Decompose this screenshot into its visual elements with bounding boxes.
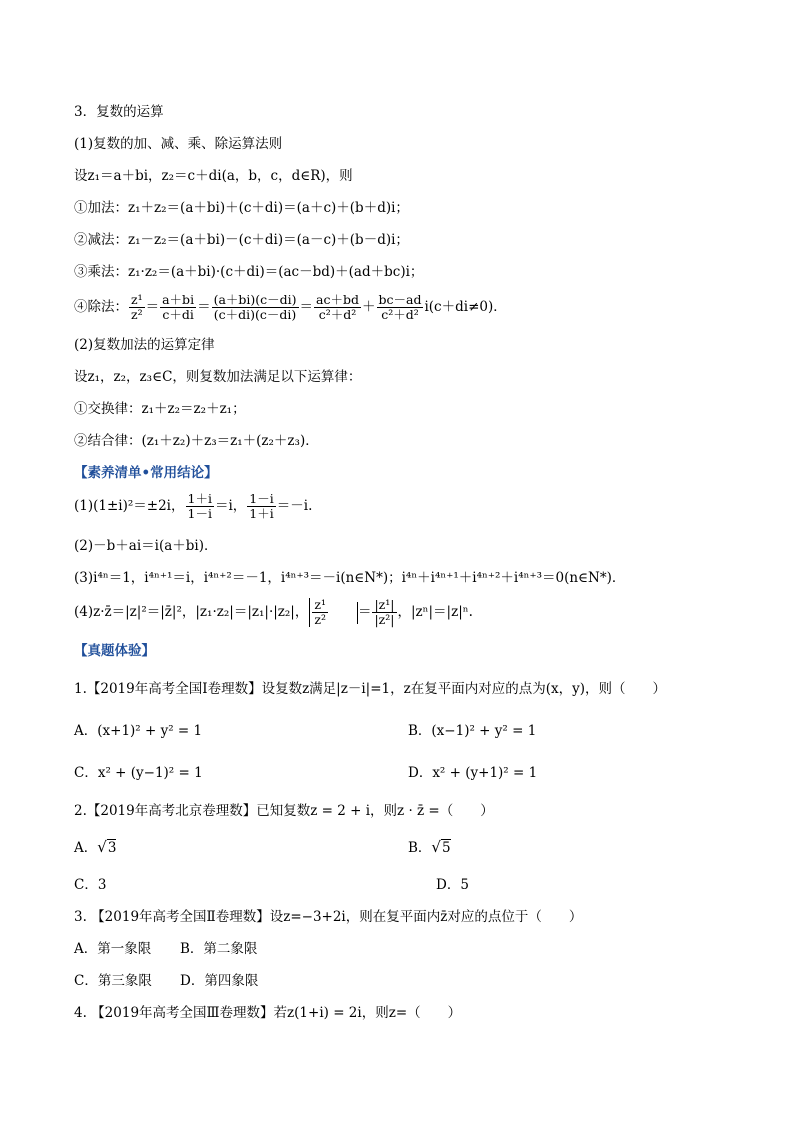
law-setup: 设z₁，z₂，z₃∈C，则复数加法满足以下运算律： — [74, 369, 362, 385]
q3-option-c: C．第三象限 — [74, 973, 152, 989]
multiplication-rule: ③乘法：z₁·z₂＝(a＋bi)·(c＋di)＝(ac－bd)＋(ad＋bc)i； — [74, 264, 424, 280]
q2-option-c: C．3 — [74, 877, 107, 893]
question-3: 3. 【2019年高考全国Ⅱ卷理数】设z=−3+2i，则在复平面内z̄对应的点位于（ ） — [74, 909, 583, 925]
fraction: $\frac{\text{z¹}}{\text{z²}}$ — [131, 292, 143, 322]
fraction: $\frac{1-i}{1+i}$ — [249, 491, 274, 521]
associative-law: ②结合律：(z₁＋z₂)＋z₃＝z₁＋(z₂＋z₃)． — [74, 433, 319, 449]
q2-option-b: B．√5 — [408, 838, 451, 856]
sqrt-icon: √ — [431, 838, 441, 856]
fraction: $\frac{\text{|z¹|}}{\text{|z²|}}$ — [374, 597, 395, 627]
commutative-law: ①交换律：z₁＋z₂＝z₂＋z₁； — [74, 401, 246, 417]
fraction: $\frac{ac+bd}{\text{c²＋d²}}$ — [316, 292, 359, 322]
addition-rule: ①加法：z₁＋z₂＝(a＋bi)＋(c＋di)＝(a＋c)＋(b＋d)i； — [74, 200, 409, 216]
conclusion-3: (3)i⁴ⁿ＝1，i⁴ⁿ⁺¹＝i，i⁴ⁿ⁺²＝－1，i⁴ⁿ⁺³＝－i(n∈N*)；i⁴ⁿ＋i⁴ⁿ⁺¹＋i⁴ⁿ⁺²＋i⁴ⁿ⁺³＝0(n∈N*)． — [74, 570, 626, 586]
q1-option-d: D．x² + (y+1)² = 1 — [408, 765, 538, 781]
conclusion-1: (1)(1±i)²＝±2i， $\frac{1+i}{1-i}$ ＝i， $\frac{1-i}{1+i}$ ＝－i. — [74, 491, 313, 521]
fraction: $\frac{bc-ad}{\text{c²＋d²}}$ — [378, 292, 422, 322]
division-label: ④除法： — [74, 299, 128, 315]
division-rule: ④除法： $\frac{\text{z¹}}{\text{z²}}$ ＝ $\frac{a+bi}{c+di}$ ＝ $\frac{(a+bi)(c-di)}{(c+di)(c-di)}$ ＝ $\frac{ac+bd}{\text{c²＋d²}}$ ＋ $\frac{bc-ad}{\text{c²＋d²}}$ i(c＋di≠0)． — [74, 292, 507, 322]
q3-option-a: A．第一象限 — [74, 941, 152, 957]
fraction: $\frac{(a+bi)(c-di)}{(c+di)(c-di)}$ — [213, 292, 297, 322]
fraction: $\frac{1+i}{1-i}$ — [187, 491, 212, 521]
question-2: 2.【2019年高考北京卷理数】已知复数z = 2 + i，则z · z̄ =（ ） — [74, 803, 494, 819]
subtraction-rule: ②减法：z₁－z₂＝(a＋bi)－(c＋di)＝(a－c)＋(b－d)i； — [74, 232, 409, 248]
abs-bar — [329, 602, 358, 624]
q3-option-d: D．第四象限 — [180, 973, 259, 989]
q1-option-c: C．x² + (y−1)² = 1 — [74, 765, 203, 781]
sqrt-icon: √ — [97, 838, 107, 856]
fraction: $\frac{a+bi}{c+di}$ — [162, 292, 195, 322]
fraction: $\frac{\text{z¹}}{\text{z²}}$ — [309, 598, 328, 627]
setup-line: 设z₁＝a＋bi，z₂＝c＋di(a，b，c，d∈R)，则 — [74, 168, 353, 184]
q2-option-d: D．5 — [436, 877, 469, 893]
practice-header: 【真题体验】 — [74, 643, 155, 659]
conclusion-2: (2)－b＋ai＝i(a＋bi)． — [74, 538, 218, 554]
subsection-title-1: (1)复数的加、减、乘、除运算法则 — [74, 136, 283, 152]
question-1: 1.【2019年高考全国Ⅰ卷理数】设复数z满足|z－i|=1，z在复平面内对应的点为(x，y)，则（ ） — [74, 681, 666, 697]
q1-option-a: A．(x+1)² + y² = 1 — [74, 723, 203, 739]
q1-option-b: B．(x−1)² + y² = 1 — [408, 723, 537, 739]
conclusion-4: (4)z·z̄＝|z|²＝|z̄|²，|z₁·z₂|＝|z₁|·|z₂|， $\frac{\text{z¹}}{\text{z²}}$ ＝ $\frac{\text{|z¹|}}{\text{|z²|}}$ ，|zⁿ|＝|z|ⁿ. — [74, 597, 473, 627]
conclusions-header: 【素养清单•常用结论】 — [74, 465, 218, 481]
section-title: 3．复数的运算 — [74, 104, 164, 120]
question-4: 4. 【2019年高考全国Ⅲ卷理数】若z(1+i) = 2i，则z=（ ） — [74, 1005, 462, 1021]
subsection-title-2: (2)复数加法的运算定律 — [74, 337, 215, 353]
q2-option-a: A．√3 — [74, 838, 117, 856]
q3-option-b: B．第二象限 — [180, 941, 258, 957]
